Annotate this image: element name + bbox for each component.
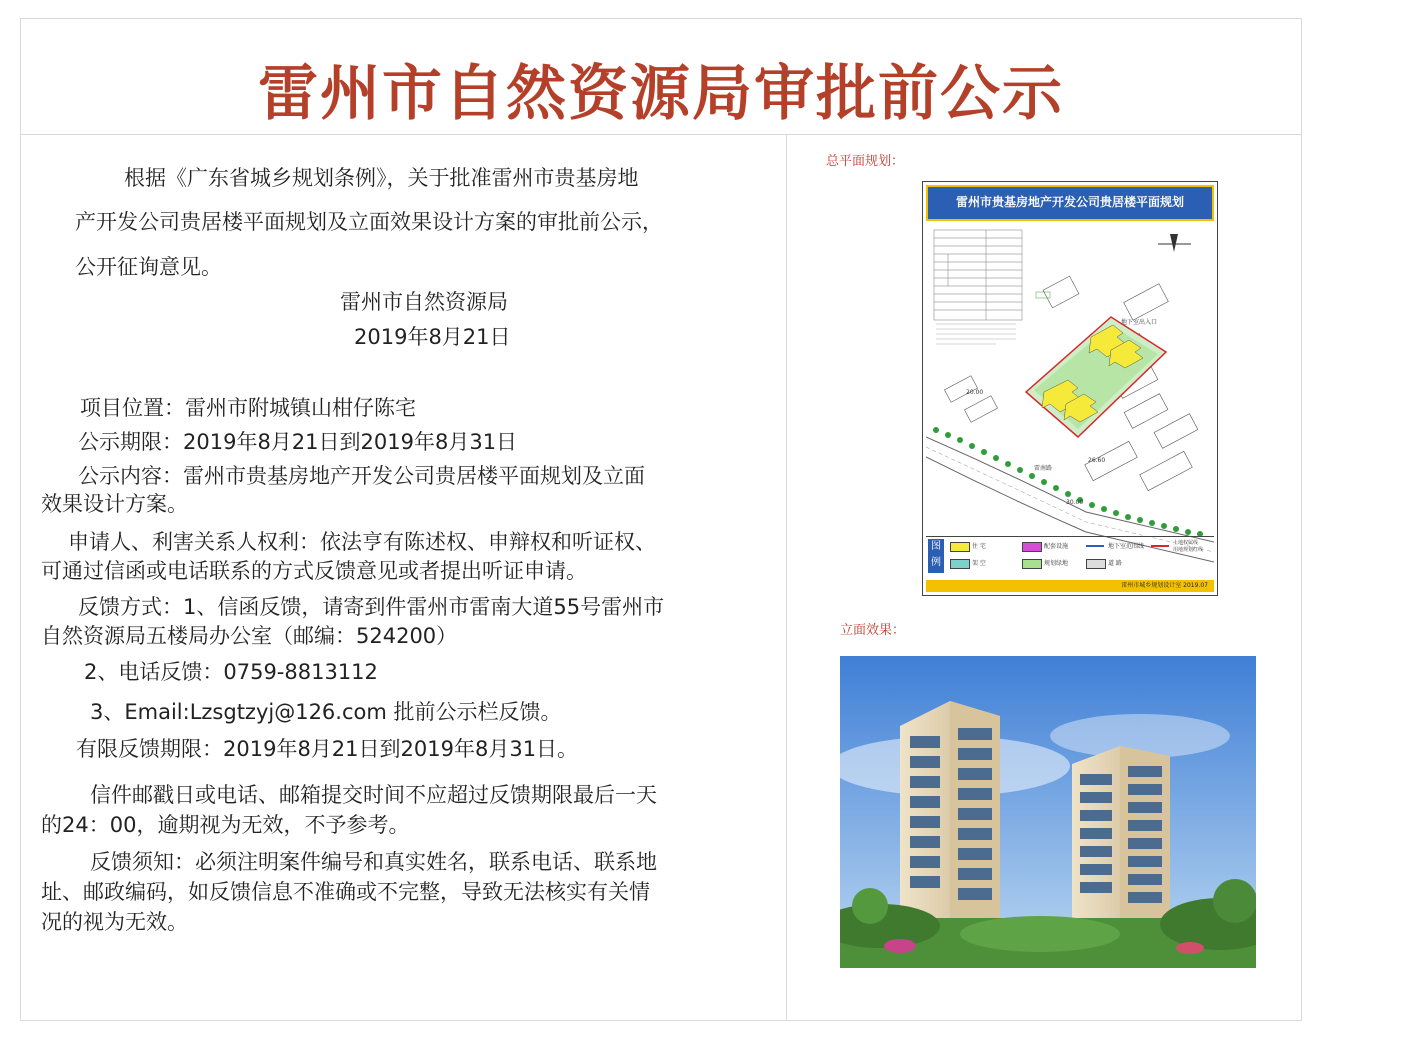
page-title: 雷州市自然资源局审批前公示	[258, 59, 1064, 129]
intro-line-3: 公开征询意见。	[75, 255, 222, 279]
feedback-method-line-2: 自然资源局五楼局办公室（邮编：524200）	[41, 624, 458, 648]
postmark-line-1: 信件邮戳日或电话、邮箱提交时间不应超过反馈期限最后一天	[90, 783, 657, 807]
title-row	[20, 18, 1302, 135]
notice-rules-line-3: 况的视为无效。	[41, 910, 188, 934]
rights-line-2: 可通过信函或电话联系的方式反馈意见或者提出听证申请。	[41, 559, 587, 583]
dim-2: 26.60	[1088, 457, 1106, 464]
feedback-deadline: 有限反馈期限：2019年8月21日到2019年8月31日。	[76, 737, 579, 761]
dim-1: 20.00	[966, 389, 984, 396]
notice-content-line-1: 公示内容：雷州市贵基房地产开发公司贵居楼平面规划及立面	[78, 464, 645, 488]
intro-line-1: 根据《广东省城乡规划条例》，关于批准雷州市贵基房地	[124, 166, 639, 190]
elevation-render-image	[840, 656, 1256, 968]
render-label: 立面效果：	[840, 623, 906, 638]
issue-date: 2019年8月21日	[354, 325, 511, 349]
site-plan-map	[926, 222, 1214, 574]
site-plan-image	[922, 181, 1218, 596]
legend-box: 图例 住 宅 配套设施 地下室范围线 土地权属线 用地规划红线 架 空 规划绿地 道 路	[926, 536, 1214, 575]
road-label: 雷南路	[1034, 465, 1053, 472]
column-divider	[786, 135, 787, 1021]
notice-rules-line-2: 址、邮政编码，如反馈信息不准确或不完整，导致无法核实有关情	[41, 880, 650, 904]
intro-line-2: 产开发公司贵居楼平面规划及立面效果设计方案的审批前公示，	[75, 210, 663, 234]
feedback-phone: 2、电话反馈：0759-8813112	[84, 660, 378, 684]
site-plan-label: 总平面规划：	[826, 154, 905, 169]
site-plan-footer: 雷州市城乡规划设计室 2019.07	[926, 580, 1214, 592]
notice-content-line-2: 效果设计方案。	[41, 492, 188, 516]
notice-rules-line-1: 反馈须知：必须注明案件编号和真实姓名，联系电话、联系地	[90, 850, 657, 874]
entrance-label: 地下室出入口	[1121, 319, 1158, 326]
project-location: 项目位置：雷州市附城镇山柑仔陈宅	[80, 396, 416, 420]
site-plan-title: 雷州市贵基房地产开发公司贵居楼平面规划	[926, 185, 1214, 221]
legend-title: 图例	[928, 539, 944, 573]
dim-3: 30.00	[1066, 499, 1084, 506]
rights-line-1: 申请人、利害关系人权利：依法亨有陈述权、申辩权和听证权、	[68, 530, 656, 554]
issuer: 雷州市自然资源局	[340, 290, 508, 314]
notice-period: 公示期限：2019年8月21日到2019年8月31日	[78, 430, 518, 454]
postmark-line-2: 的24：00，逾期视为无效，不予参考。	[41, 813, 410, 837]
feedback-method-line-1: 反馈方式：1、信函反馈，请寄到件雷州市雷南大道55号雷州市	[78, 595, 665, 619]
feedback-email: 3、Email:Lzsgtzyj@126.com 批前公示栏反馈。	[90, 700, 562, 724]
